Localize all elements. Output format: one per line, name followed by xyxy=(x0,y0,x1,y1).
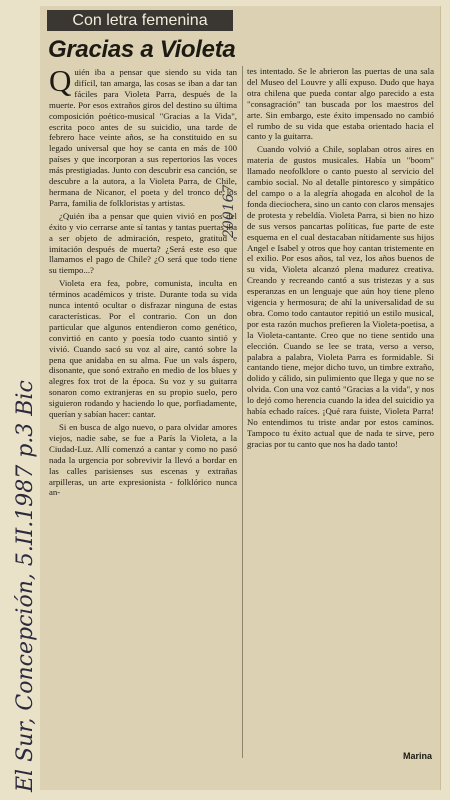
article-column-right xyxy=(247,66,434,452)
section-banner: Con letra femenina xyxy=(47,10,233,31)
author-signature: Marina xyxy=(402,751,432,761)
article-paragraph xyxy=(49,63,237,209)
article-paragraph: Violeta era fea, pobre, comunista, inculta en términos académicos y triste. Durante toda su vida nunca intentó ocultar o disfrazar ninguna de estas características. Por el contrario. Con un don particular que algunos entendieron como genético, convirtió en canto y poesía todo cuanto sintió y vivió. Cuando sacó su voz al aire, cantó sobre la pena que anidaba en su alma. Fue un vals áspero, disonante, que sonó extraño en medio de los blues y alegres fox trot de la época. Su voz y su guitarra sonaron como extranjeras en su propio suelo, pero siguieron rodando y haciendo lo que, porfiadamente, querían y sabían hacer: cantar. xyxy=(49,278,237,420)
article-paragraph: tes intentado. Se le abrieron las puertas de una sala del Museo del Louvre y allí expuso. Dudo que haya otra chilena que pueda contar algo parecido a esta "consagración" tan buscada por los maestros del arte. Sin embargo, este éxito impensado no cambió el rumbo de su vida que estaba orientado hacia el canto y la guitarra. xyxy=(247,66,434,142)
article-paragraph: ¿Quién iba a pensar que quien vivió en pos del éxito y vio cerrarse ante sí tantas y tantas puertas iba a ser objeto de admiración, respeto, gratitud e imitación después de muerta? ¿Será este eso que llamamos el pago de Chile? ¿O será que todo tiene su tiempo...? xyxy=(49,210,237,276)
archive-number: 200167 xyxy=(221,184,237,238)
column-divider xyxy=(242,66,243,758)
article-paragraph: Si en busca de algo nuevo, o para olvidar amores viejos, nadie sabe, se fue a París la Violeta, a la Ciudad-Luz. Allí comenzó a cantar y como no pasó nada la urgencia por sobrevivir la llevó a bordar en las calles parisienses sus escenas y extrañas arpilleras, un arte expresionista - folklórico nunca an- xyxy=(49,422,237,498)
handwritten-source-note: El Sur, Concepción, 5.II.1987 p.3 Bic xyxy=(13,380,38,792)
drop-cap: Q xyxy=(49,63,72,98)
article-paragraph: Cuando volvió a Chile, soplaban otros aires en materia de gustos musicales. Había un "boom" llamado neofolklore o canto puesto al servicio del cambio social. No al detalle pintoresco y simpático del campo o a la alegría ahogada en alcohol de la fonda dieciochera, sino un canto con claros mensajes de protesta y rebeldía. Violeta Parra, si bien no hizo de sus versos pancartas políticas, fue parte de este esquema en el cual destacaban nítidamente sus hijos Angel e Isabel y otros que hoy cantan tristemente en el exilio. Por esos años, tal vez, los años buenos de su vida, Violeta alcanzó plena madurez creativa. Creando y recreando cantó a sus tristezas y a sus esperanzas en un lenguaje que aún hoy tiene pleno vigencia y hermosura; de ahí la universalidad de su obra. Como todo cantautor repitió un estilo musical, por esta razón muchos prefieren la Violeta-poetisa, a la Violeta-cantante. Creo que no tiene sentido una elección. Cuando se lee se trata, verso a verso, palabra a palabra, Violeta Parra es formidable. Si cantando tiene, mejor dicho tuvo, un timbre extraño, dolido y cálido, sin pulimiento que llega y que no se olvida. Con una voz cantó "Gracias a la vida", y nos lo dejó como herencia cuando la idea del suicidio ya había echado raíces. ¡Qué rara fuiste, Violeta Parra! No entendimos tu triste andar por estos caminos. Tampoco tu éxito actual que de nada te sirve, pero gracias por tu canto que nos ha dado tanto! xyxy=(247,144,434,449)
paragraph-text: uién iba a pensar que siendo su vida tan difícil, tan amarga, las cosas se iban a dar tan fáciles para Violeta Parra, después de la muerte. Por esos extraños giros del destino su última composición poético-musical "Gracias a la Vida", escrita poco antes de su suicidio, una tarde de febrero hace veinte años, se ha constituido en su legado universal que hoy se canta en más de 100 países y que incorporan a sus repertorios las voces más prestigiadas. Junto con descubrir esa canción, se descubre a la autora, a la Violeta Parra, de Chile, hermana de Nicanor, el poeta y del tronco de los Parra, familia de folkloristas y artistas. xyxy=(49,67,237,208)
article-column-left xyxy=(49,63,237,500)
article-headline: Gracias a Violeta xyxy=(48,36,236,63)
